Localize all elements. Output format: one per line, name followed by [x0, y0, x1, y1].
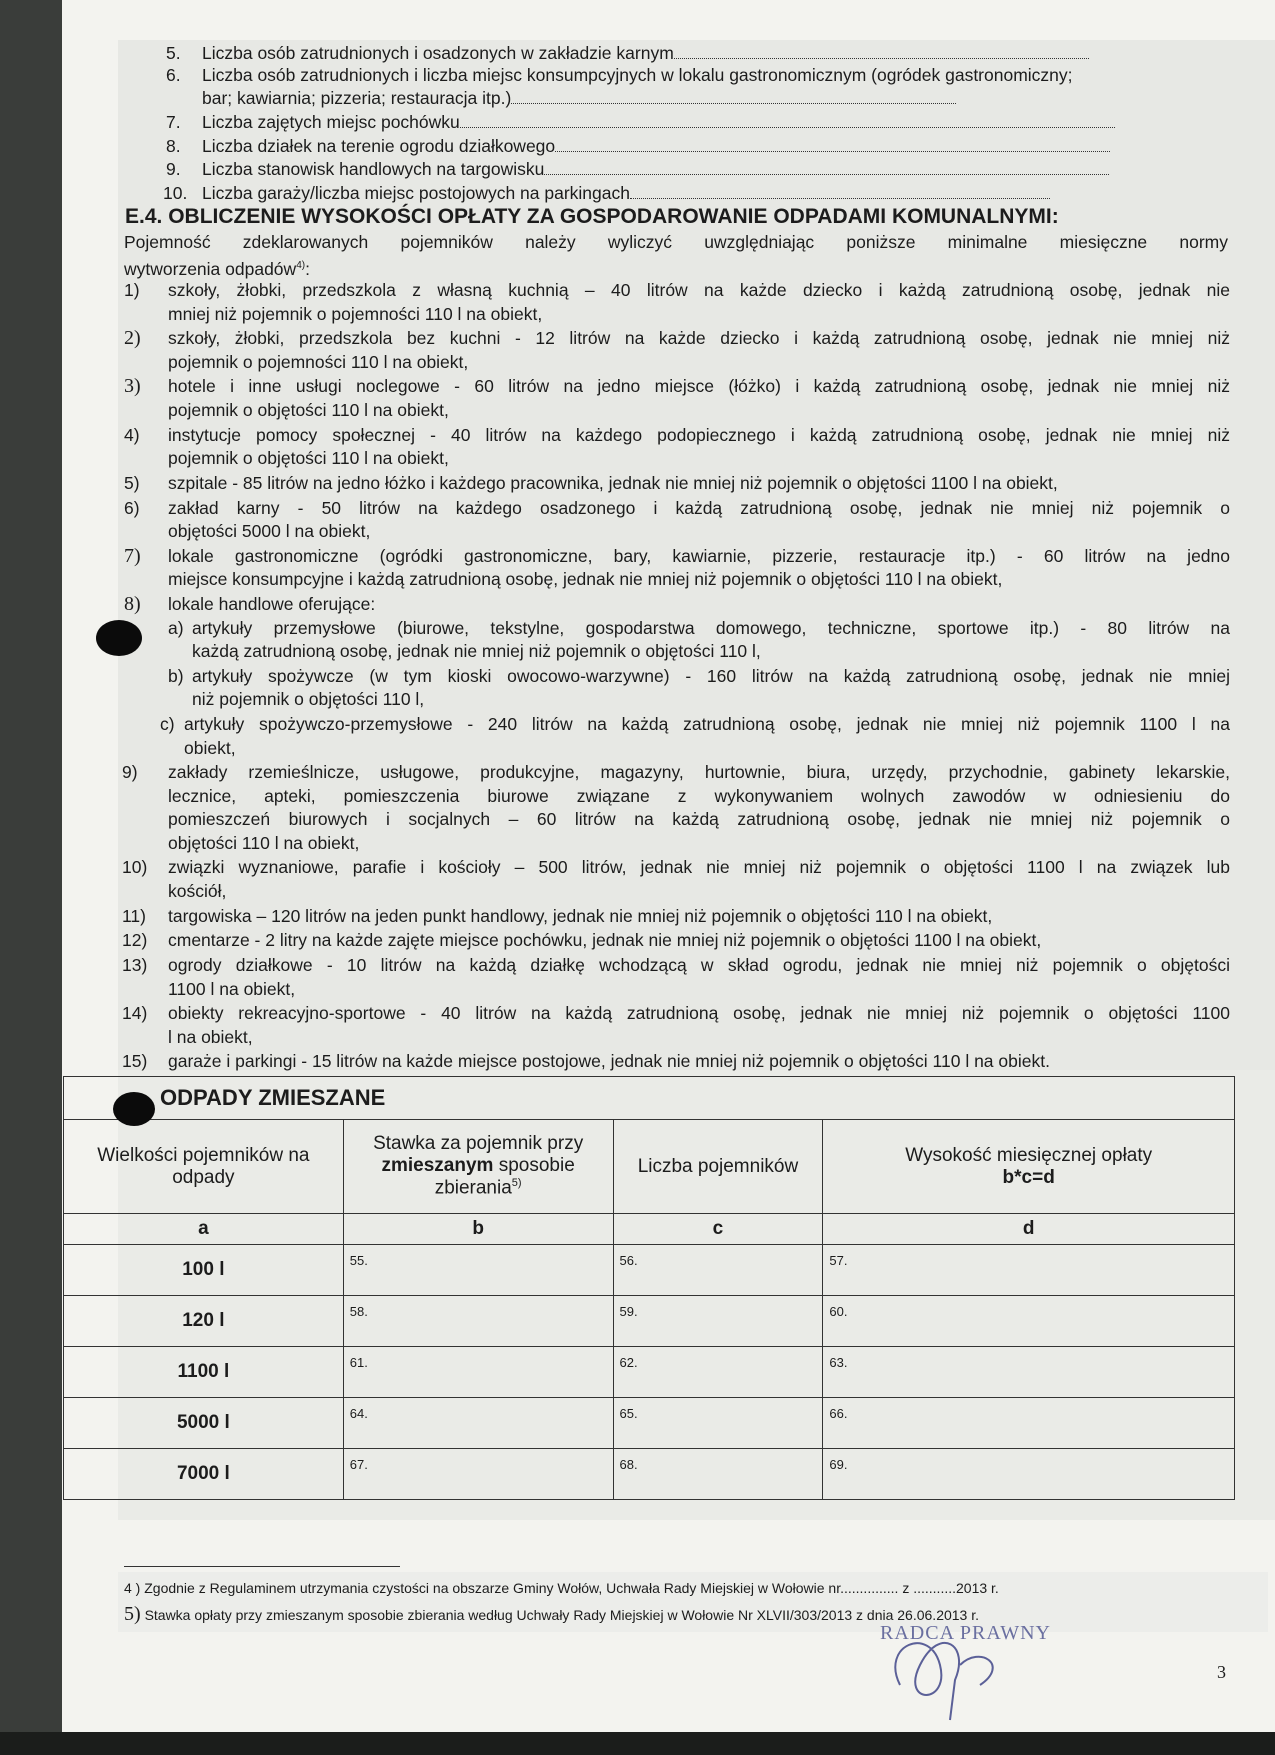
norm-item-number: 9)	[122, 762, 138, 783]
sub-item-number: c)	[160, 714, 175, 734]
field-number: 66.	[829, 1406, 848, 1421]
col-letter: d	[823, 1214, 1235, 1245]
norm-item-text-line: lokale handlowe oferujące:	[168, 593, 376, 614]
intro-line: wytworzenia odpadów$^{4)}$:	[124, 258, 310, 279]
field-number: 57.	[829, 1253, 848, 1268]
item-number: 7.	[166, 112, 181, 132]
item-text: Liczba osób zatrudnionych i osadzonych w zakładzie karnym	[202, 43, 1089, 64]
norm-item-text-line: lokale gastronomiczne (ogródki gastronomiczne, bary, kawiarnie, pizzerie, restauracje itp.) - 60 litrów na jedno	[168, 545, 1230, 566]
list-item-10	[163, 183, 630, 204]
rate-cell[interactable]	[343, 1347, 613, 1398]
rate-cell[interactable]	[343, 1296, 613, 1347]
norm-item-text-line: pojemnik o objętości 110 l na obiekt,	[168, 399, 449, 420]
norm-item-text-line: pojemnik o pojemności 110 l na obiekt,	[168, 351, 469, 372]
sub-item-number: b)	[168, 665, 184, 686]
field-number: 60.	[829, 1304, 848, 1319]
col-header-rate: Stawka za pojemnik przy zmieszanym sposobie zbierania$^{5)}$	[343, 1120, 613, 1214]
field-number: 64.	[349, 1406, 368, 1421]
col-letter: a	[64, 1214, 344, 1245]
fee-cell[interactable]	[823, 1398, 1235, 1449]
norm-item-number: 4)	[124, 424, 140, 445]
field-number: 59.	[619, 1304, 638, 1319]
page-number: 3	[1217, 1662, 1226, 1682]
footnote-text: Zgodnie z Regulaminem utrzymania czystości na obszarze Gminy Wołów, Uchwała Rady Miejskiej w Wołowie nr............... z ...........2013 r.	[144, 1580, 999, 1596]
container-size: 120 l	[64, 1296, 344, 1347]
sub-item-text-line: obiekt,	[184, 737, 236, 758]
mixed-waste-table	[63, 1119, 1235, 1500]
footnote-4	[124, 1580, 999, 1596]
norm-item-number: 7)	[124, 544, 141, 567]
container-size: 1100 l	[64, 1347, 344, 1398]
fee-cell[interactable]	[823, 1449, 1235, 1500]
item-text: Liczba garaży/liczba miejsc postojowych na parkingach	[202, 183, 630, 203]
list-item-7	[166, 112, 460, 133]
norm-item-text-line: szpitale - 85 litrów na jedno łóżko i każdego pracownika, jednak nie mniej niż pojemnik o objętości 1100 l na obiekt,	[168, 472, 1058, 493]
list-item-8	[166, 136, 556, 157]
norm-item-text-line: ogrody działkowe - 10 litrów na każdą działkę wchodzącą w skład ogrodu, jednak nie mniej niż pojemnik o objętości	[168, 955, 1230, 975]
count-cell[interactable]	[613, 1296, 823, 1347]
section-title: E.4. OBLICZENIE WYSOKOŚCI OPŁATY ZA GOSPODAROWANIE ODPADAMI KOMUNALNYMI:	[125, 205, 1059, 228]
table-row	[64, 1245, 1235, 1296]
punch-hole	[113, 1092, 155, 1126]
col-letter: c	[613, 1214, 823, 1245]
sub-item-text-line: artykuły spożywcze (w tym kioski owocowo-warzywne) - 160 litrów na każdą zatrudnioną osobę, jednak nie mniej	[192, 665, 1230, 686]
field-number: 63.	[829, 1355, 848, 1370]
item-text: Liczba osób zatrudnionych i liczba miejsc konsumpcyjnych w lokalu gastronomicznym (ogródek gastronomiczny;	[202, 65, 1073, 85]
footnote-5	[124, 1603, 979, 1626]
norm-item-number: 14)	[122, 1003, 148, 1024]
col-letter: b	[343, 1214, 613, 1245]
fee-cell[interactable]	[823, 1347, 1235, 1398]
norm-item-text-line: obiekty rekreacyjno-sportowe - 40 litrów na każdą zatrudnioną osobę, jednak nie mniej niż pojemnik o objętości 1100	[168, 1003, 1230, 1024]
field-number: 58.	[349, 1304, 368, 1319]
norm-item-text-line: objętości 110 l na obiekt,	[168, 832, 360, 853]
sub-item-text-line: artykuły spożywczo-przemysłowe - 240 litrów na każdą zatrudnioną osobę, jednak nie mniej niż pojemnik 1100 l na	[184, 714, 1230, 734]
sub-item-text-line: niż pojemnik o objętości 110 l,	[192, 689, 425, 710]
rate-cell[interactable]	[343, 1245, 613, 1296]
norm-item-text-line: mniej niż pojemnik o pojemności 110 l na obiekt,	[168, 303, 543, 324]
norm-item-number: 5)	[124, 472, 140, 493]
norm-item-number: 11)	[122, 905, 146, 926]
punch-hole	[96, 620, 142, 656]
sub-item-number: a)	[168, 617, 184, 638]
norm-item-number: 10)	[122, 857, 148, 878]
field-number: 61.	[349, 1355, 368, 1370]
norm-item-text-line: cmentarze - 2 litry na każde zajęte miejsce pochówku, jednak nie mniej niż pojemnik o objętości 1100 l na obiekt,	[168, 930, 1042, 951]
norm-item-text-line: instytucje pomocy społecznej - 40 litrów na każdego podopiecznego i każdą zatrudnioną osobę, jednak nie mniej niż	[168, 424, 1230, 445]
norm-item-number: 6)	[124, 497, 140, 518]
count-cell[interactable]	[613, 1245, 823, 1296]
footnote-ref: 4)	[296, 260, 306, 271]
col-header-fee: Wysokość miesięcznej opłaty b*c=d	[823, 1120, 1235, 1214]
fee-cell[interactable]	[823, 1245, 1235, 1296]
norm-item-text-line: pojemnik o objętości 110 l na obiekt,	[168, 448, 449, 469]
table-row	[64, 1296, 1235, 1347]
rate-cell[interactable]	[343, 1449, 613, 1500]
field-number: 67.	[349, 1457, 368, 1472]
legal-stamp: RADCA PRAWNY	[880, 1622, 1051, 1644]
table-title-bar	[63, 1076, 1235, 1120]
norm-item-text-line: związki wyznaniowe, parafie i kościoły – 500 litrów, jednak nie mniej niż pojemnik o objętości 1100 l na związek lub	[168, 857, 1230, 878]
norm-item-text-line: 1100 l na obiekt,	[168, 978, 296, 999]
container-size: 7000 l	[64, 1449, 344, 1500]
item-text: Liczba zajętych miejsc pochówku	[202, 112, 460, 132]
norm-item-number: 15)	[122, 1051, 148, 1072]
field-number: 55.	[349, 1253, 368, 1268]
table-title: ODPADY ZMIESZANE	[160, 1085, 386, 1110]
item-number: 5.	[166, 43, 181, 63]
norm-item-number: 13)	[122, 955, 148, 975]
norm-item-text-line: zakład karny - 50 litrów na każdego osadzonego i każdą zatrudnioną osobę, jednak nie mniej niż pojemnik o	[168, 497, 1230, 518]
count-cell[interactable]	[613, 1449, 823, 1500]
list-item-9	[166, 159, 545, 180]
intro-line: Pojemność zdeklarowanych pojemników należy wyliczyć uwzględniając poniższe minimalne miesięczne normy	[124, 232, 1228, 252]
norm-item-text-line: szkoły, żłobki, przedszkola bez kuchni - 12 litrów na każde dziecko i każdą zatrudnioną osobę, jednak nie mniej niż	[168, 328, 1230, 349]
item-text: Liczba działek na terenie ogrodu działkowego	[202, 136, 556, 156]
container-size: 100 l	[64, 1245, 344, 1296]
norm-item-text-line: pomieszczeń biurowych i socjalnych – 60 litrów na każdą zatrudnioną osobę, jednak nie mniej niż pojemnik o	[168, 809, 1230, 830]
norm-item-text-line: zakłady rzemieślnicze, usługowe, produkcyjne, magazyny, hurtownie, biura, urzędy, przychodnie, gabinety lekarskie,	[168, 762, 1230, 783]
fee-cell[interactable]	[823, 1296, 1235, 1347]
item-number: 8.	[166, 136, 181, 156]
footnote-number: 4 )	[124, 1580, 141, 1596]
field-number: 68.	[619, 1457, 638, 1472]
norm-item-text-line: targowiska – 120 litrów na jeden punkt handlowy, jednak nie mniej niż pojemnik o objętości 110 l na obiekt,	[168, 905, 993, 926]
list-item-6	[166, 65, 1073, 86]
norm-item-number: 3)	[124, 375, 141, 398]
norm-item-number: 2)	[124, 327, 141, 350]
table-header-row	[64, 1120, 1235, 1214]
footnote-number: 5)	[124, 1603, 141, 1625]
count-cell[interactable]	[613, 1398, 823, 1449]
norm-item-number: 12)	[122, 930, 148, 951]
sub-item-text-line: artykuły przemysłowe (biurowe, tekstylne, gospodarstwa domowego, techniczne, sportowe itp.) - 80 litrów na	[192, 617, 1230, 638]
list-item-5	[166, 43, 674, 64]
col-header-count: Liczba pojemników	[613, 1120, 823, 1214]
item-number: 10.	[163, 183, 188, 203]
norm-item-text-line: l na obiekt,	[168, 1026, 253, 1047]
col-header-size: Wielkości pojemników na odpady	[64, 1120, 344, 1214]
count-cell[interactable]	[613, 1347, 823, 1398]
table-row	[64, 1449, 1235, 1500]
item-number: 6.	[166, 65, 181, 85]
field-number: 56.	[619, 1253, 638, 1268]
item-number: 9.	[166, 159, 181, 179]
norm-item-text-line: szkoły, żłobki, przedszkola z własną kuchnią – 40 litrów na każde dziecko i każdą zatrudnioną osobę, jednak nie	[168, 280, 1230, 300]
norm-item-text-line: hotele i inne usługi noclegowe - 60 litrów na jedno miejsce (łóżko) i każdą zatrudnioną osobę, jednak nie mniej niż	[168, 376, 1230, 397]
norm-item-number: 1)	[124, 280, 140, 300]
norm-item-number: 8)	[124, 592, 141, 615]
item-text: Liczba stanowisk handlowych na targowisku	[202, 159, 545, 179]
norm-item-text-line: garaże i parkingi - 15 litrów na każde miejsce postojowe, jednak nie mniej niż pojemnik o objętości 110 l na obiekt.	[168, 1051, 1050, 1072]
norm-item-text-line: miejsce konsumpcyjne i każdą zatrudnioną osobę, jednak nie mniej niż pojemnik o objętości 110 l na obiekt,	[168, 569, 1003, 590]
norm-item-text-line: kościół,	[168, 880, 227, 901]
table-row	[64, 1347, 1235, 1398]
scanner-edge	[0, 1732, 1275, 1755]
signature-mark	[860, 1605, 1060, 1725]
field-number: 65.	[619, 1406, 638, 1421]
footnote-text: Stawka opłaty przy zmieszanym sposobie zbierania według Uchwały Rady Miejskiej w Wołowie Nr XLVII/303/2013 z dnia 26.06.2013 r.	[144, 1607, 980, 1623]
table-row	[64, 1398, 1235, 1449]
footnote-divider	[124, 1566, 400, 1567]
norm-item-text-line: lecznice, apteki, pomieszczenia biurowe związane z wykonywaniem wolnych zawodów w odniesieniu do	[168, 785, 1230, 806]
list-item-6-cont: bar; kawiarnia; pizzeria; restauracja itp.)	[202, 88, 956, 109]
field-number: 69.	[829, 1457, 848, 1472]
field-number: 62.	[619, 1355, 638, 1370]
container-size: 5000 l	[64, 1398, 344, 1449]
table-letters-row	[64, 1214, 1235, 1245]
sub-item-text-line: każdą zatrudnioną osobę, jednak nie mniej niż pojemnik o objętości 110 l,	[192, 641, 761, 662]
norm-item-text-line: objętości 5000 l na obiekt,	[168, 521, 371, 541]
rate-cell[interactable]	[343, 1398, 613, 1449]
